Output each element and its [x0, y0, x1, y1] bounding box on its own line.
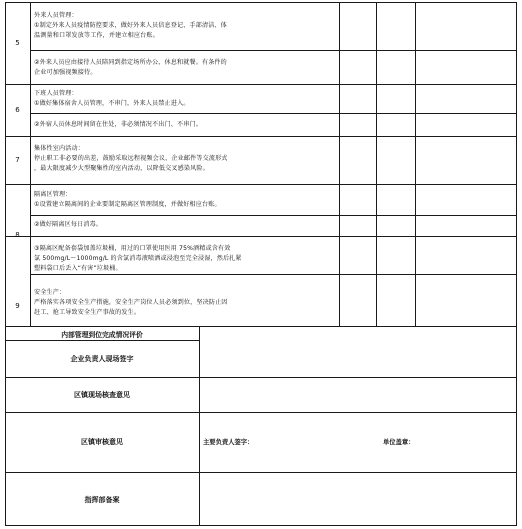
text-line: 隔离区管理： [34, 191, 72, 198]
text-line: ①制定外来人员疫情防控要求，做好外来人员信息登记、手部清洁、体 [34, 22, 227, 30]
border-top [5, 2, 517, 3]
row-text-block [34, 288, 338, 319]
text-line: 赶工、抢工导致安全生产事故的发生。 [34, 309, 141, 317]
text-line: ，最大限度减少大型聚集性的室内活动，以降低交叉感染风险。 [34, 165, 209, 173]
row-text-block [34, 244, 338, 275]
text-line: ②外来人员应由接待人员陪同到指定场所办公、休息和就餐。有条件的 [34, 59, 227, 66]
text-line: ②外宿人员休息时间留在住处，非必须情况不出门、不串门。 [34, 121, 202, 128]
text-line: ②做好隔离区每日消毒。 [34, 221, 103, 228]
row-line-6a [30, 113, 517, 114]
text-line: 氯 500mg/L～1000mg/L 的含氯消毒液喷洒或浸泡至完全浸湿，然后扎紧 [34, 255, 242, 263]
border-bottom [5, 525, 517, 526]
evaluation-title: 内部管理到位完成情况评价 [61, 331, 143, 339]
row-line-8b [5, 236, 517, 237]
row-text-block [34, 120, 338, 130]
row-text-block [34, 89, 338, 109]
unit-seal-label: 单位盖章： [383, 439, 415, 446]
row-line-company [5, 377, 517, 378]
text-line: 安全生产： [34, 289, 66, 296]
text-line: 温测量和口罩发放等工作，并建立相应台账。 [34, 32, 159, 40]
row-number: 8 [15, 231, 20, 239]
col-line-footer [199, 326, 200, 526]
row-line-8a [30, 215, 517, 216]
text-line: ①设置建立隔离间的企业要制定隔离区管理制度，并做好相应台账。 [34, 201, 221, 209]
row-text-block [34, 190, 338, 210]
row-number: 5 [15, 39, 20, 47]
row-line-inspection [5, 412, 517, 413]
row-line-9b [5, 326, 517, 327]
text-line: 严格落实各项安全生产措施，安全生产岗位人员必须到位，坚决防止因 [34, 299, 228, 307]
main-leader-sign-label: 主要负责人签字： [203, 439, 254, 446]
text-line: ①做好集体宿舍人员管理，不串门，外来人员禁止进入。 [34, 100, 190, 108]
text-line: 外来人员管理： [34, 12, 78, 19]
row-line-5b [5, 84, 517, 85]
row-number: 7 [15, 156, 20, 164]
checklist-table [5, 2, 517, 526]
row-number: 6 [15, 106, 20, 114]
row-text-block [34, 144, 338, 175]
company-sign-label: 企业负责人现场签字 [70, 355, 134, 363]
text-line: 集体性室内活动： [34, 145, 84, 152]
text-line: 企业可加强视频接待。 [34, 69, 97, 77]
row-line-review [5, 472, 517, 473]
row-line-7 [5, 184, 517, 185]
row-number: 9 [15, 302, 20, 310]
text-line: 塑料袋口后丢入“有害”垃圾桶。 [34, 265, 122, 273]
row-text-block [34, 220, 338, 230]
text-line: 停止职工非必要的出差，鼓励采取远程视频会议、企业邮件等交流形式 [34, 155, 228, 163]
hq-filing-label: 指挥部备案 [84, 496, 120, 504]
row-line-5a [30, 50, 517, 51]
border-left [5, 2, 6, 526]
text-line: 下班人员管理： [34, 90, 78, 97]
border-right [516, 2, 517, 526]
row-line-6b [5, 136, 517, 137]
district-review-label: 区镇审核意见 [81, 438, 123, 446]
row-text-block [34, 58, 338, 78]
text-line: ③隔离区配备套袋加盖垃圾桶，用过的口罩使用医用 75%酒精或含有效 [34, 245, 231, 252]
district-inspection-label: 区镇现场核查意见 [74, 391, 130, 399]
row-line-eval [5, 340, 199, 341]
row-text-block [34, 11, 338, 42]
